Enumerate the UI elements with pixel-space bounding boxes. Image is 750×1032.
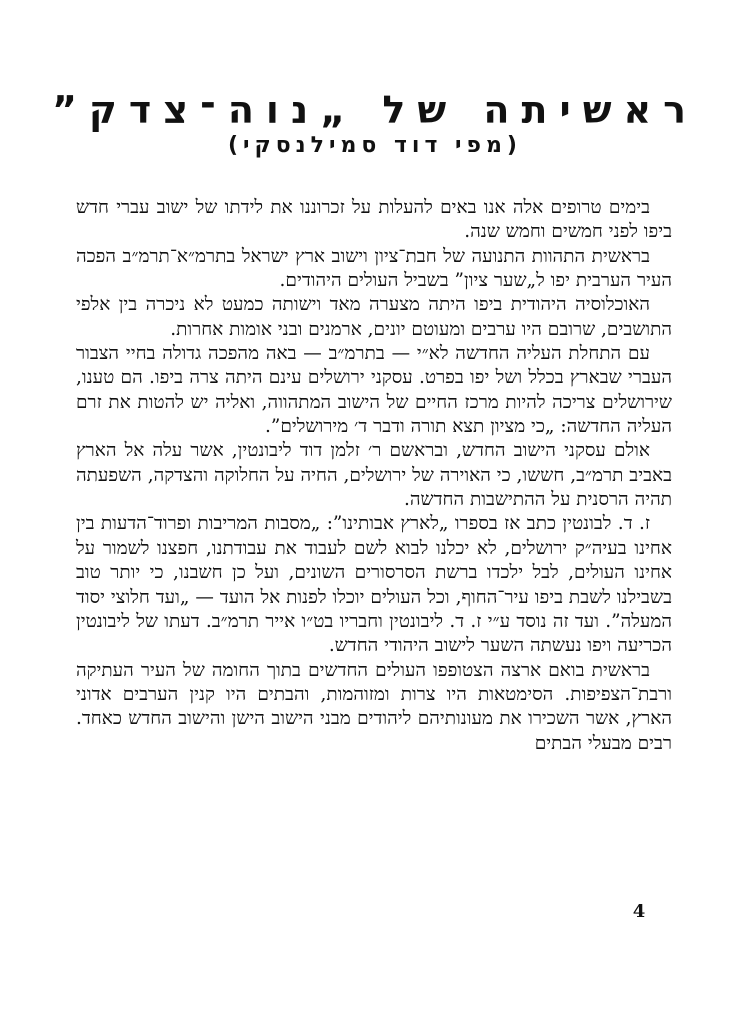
paragraph: ז. ד. לבונטין כתב אז בספרו „לארץ אבותינו”: „מסבות המריבות ופרוד־הדעות בין אחינו בעיה״ק ירושלים, לא יכלנו לבוא לשם לעבוד את עבודתנו, חפצנו לשמור על אחינו העולים, לבל ילכדו ברשת הסרסורים השונים, ועל כן חשבנו, כי יותר טוב בשבילנו לשבת ביפו עיר־החוף, וכל העולים יוכלו לפנות אל הועד — „ועד חלוצי יסוד המעלה”. ועד זה נוסד ע״י ז. ד. ליבונטין וחבריו בט״ו אייר תרמ״ב. דעתו של ליבונטין הכריעה ויפו נעשתה השער לישוב היהודי החדש. xyxy=(76,513,672,657)
document-subtitle: (מפי דוד סמילנסקי) xyxy=(228,133,522,158)
paragraph: בראשית התהוות התנועה של חבת־ציון וישוב ארץ ישראל בתרמ״א־תרמ״ב הפכה העיר הערבית יפו ל„שער ציון” בשביל העולים היהודים. xyxy=(76,245,672,292)
paragraph: האוכלוסיה היהודית ביפו היתה מצערה מאד וישותה כמעט לא ניכרה בין אלפי התושבים, שרובם היו ערבים ומעוטם יונים, ארמנים ובני אומות אחרות. xyxy=(76,294,672,340)
paragraph: אולם עסקני הישוב החדש, ובראשם ר׳ זלמן דוד ליבונטין, אשר עלה אל הארץ באביב תרמ״ב, חששו, כי האוירה של ירושלים, החיה על החלוקה והצדקה, השפעתה תהיה הרסנית על ההתישבות החדשה. xyxy=(76,440,672,511)
paragraph: בימים טרופים אלה אנו באים להעלות על זכרוננו את לידתו של ישוב עברי חדש ביפו לפני חמשים וחמש שנה. xyxy=(76,197,672,243)
page-number: 4 xyxy=(632,901,646,922)
paragraph: עם התחלת העליה החדשה לא״י — בתרמ״ב — באה מהפכה גדולה בחיי הצבור העברי שבארץ בכלל ושל יפו בפרט. עסקני ירושלים עינם היתה צרה ביפו. הם טענו, שירושלים צריכה להיות מרכז החיים של הישוב המתהווה, ואליה יש להטות את זרם העליה החדשה: „כי מציון תצא תורה ודבר ד׳ מירושלים”. xyxy=(76,343,672,438)
document-title: ראשיתה של „נוה־צדק” xyxy=(51,88,699,132)
paragraph: בראשית בואם ארצה הצטופפו העולים החדשים בתוך החומה של העיר העתיקה ורבת־הצפיפות. הסימטאות היו צרות ומזוהמות, והבתים היו קנין הערבים אדוני הארץ, אשר השכירו את מעונותיהם ליהודים מבני הישוב הישן והישוב החדש כאחד. רבים מבעלי הבתים xyxy=(76,659,672,754)
article-body xyxy=(76,196,672,756)
